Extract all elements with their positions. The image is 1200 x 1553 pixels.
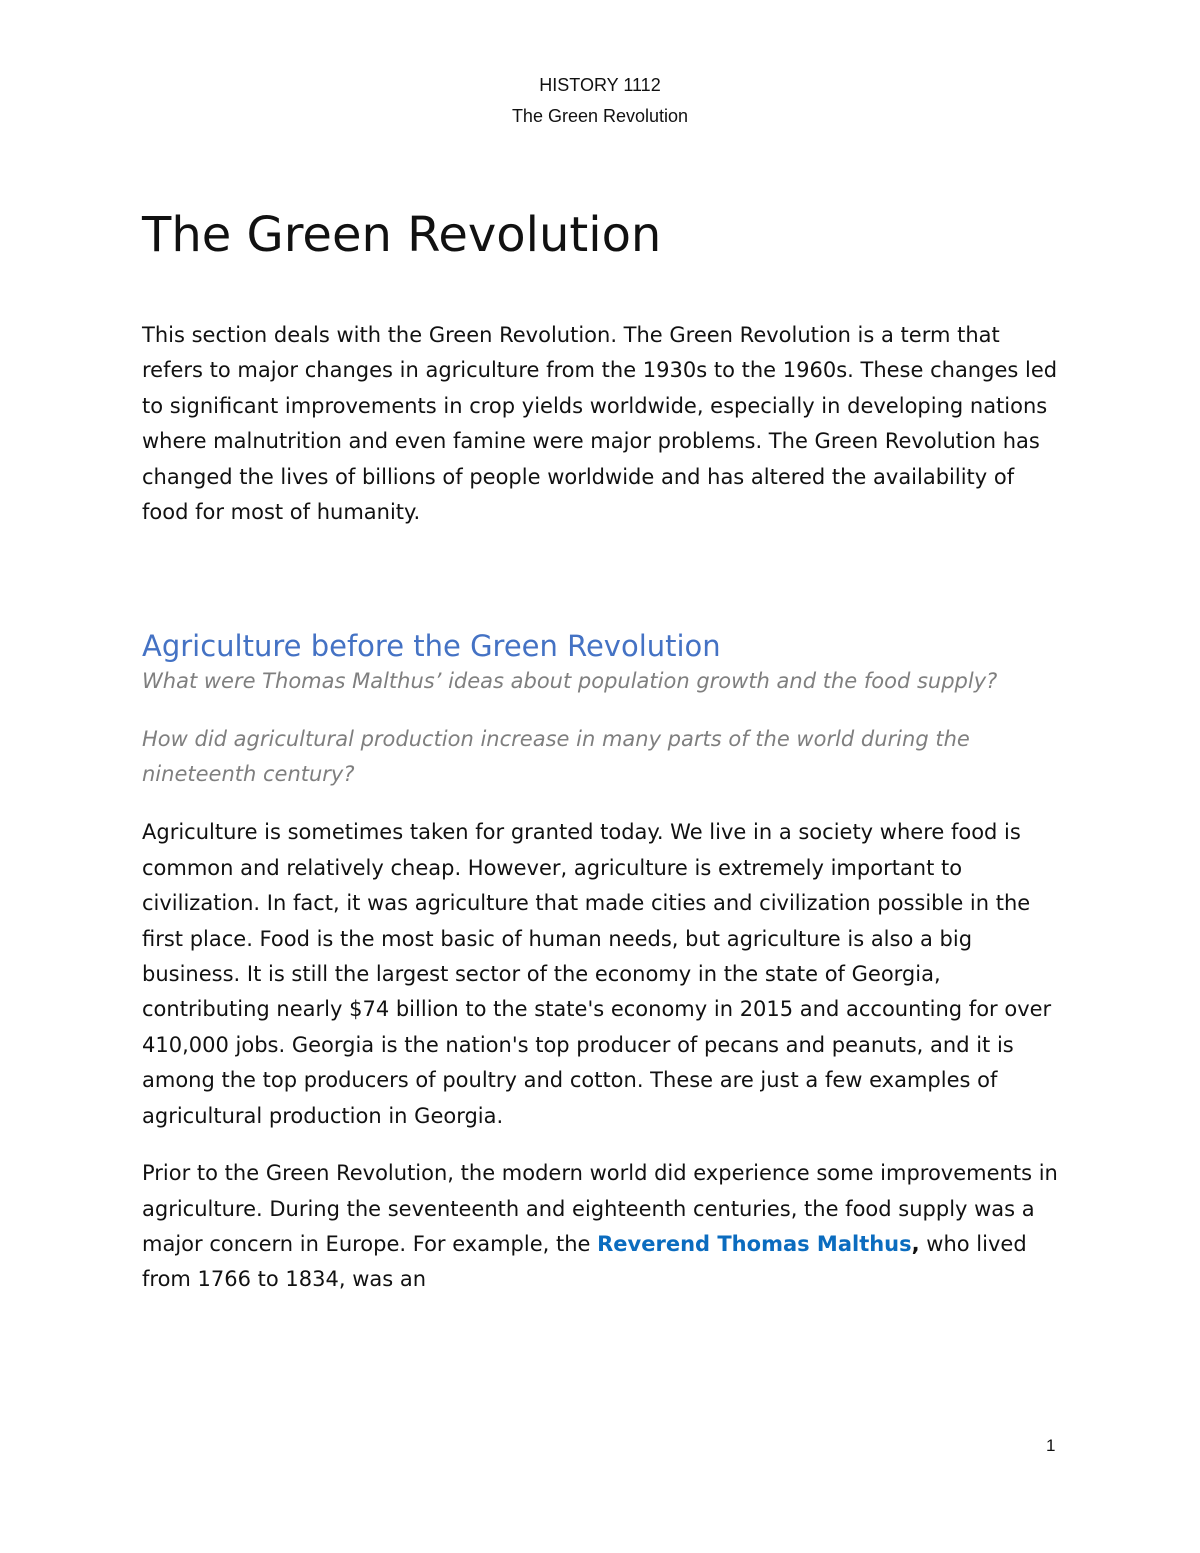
guiding-question-1: What were Thomas Malthus’ ideas about population growth and the food supply? [142, 669, 998, 694]
malthus-link[interactable]: Reverend Thomas Malthus [597, 1231, 912, 1256]
page-header [0, 70, 1200, 132]
paragraph-2-comma: , [911, 1231, 920, 1256]
header-course: HISTORY 1112 [539, 75, 661, 95]
body-paragraph-1: Agriculture is sometimes taken for granted today. We live in a society where food is common and relatively cheap. However, agriculture is extremely important to civilization. In fact, it was agriculture that made cities and civilization possible in the first place. Food is the most basic of human needs, but agriculture is also a big business. It is still the largest sector of the economy in the state of Georgia, contributing nearly $74 billion to the state's economy in 2015 and accounting for over 410,000 jobs. Georgia is the nation's top producer of pecans and peanuts, and it is among the top producers of poultry and cotton. These are just a few examples of agricultural production in Georgia. [142, 820, 1052, 1128]
guiding-question-2: How did agricultural production increase in many parts of the world during the nineteenth century? [142, 727, 970, 787]
paragraph-2-text-start: Prior to the Green Revolution, the modern world did experience some improvements in agriculture. During the seventeenth and eighteenth centuries, the food supply was a major concern in Europe. For example, the [142, 1161, 1058, 1256]
header-running-title: The Green Revolution [511, 106, 689, 126]
document-body [142, 200, 1062, 1320]
page-number: 1 [1046, 1436, 1056, 1455]
intro-paragraph: This section deals with the Green Revolution. The Green Revolution is a term that refers to major changes in agriculture from the 1930s to the 1960s. These changes led to significant improvements in crop yields worldwide, especially in developing nations where malnutrition and even famine were major problems. The Green Revolution has changed the lives of billions of people worldwide and has altered the availability of food for most of humanity. [142, 323, 1058, 525]
section-heading: Agriculture before the Green Revolution [142, 629, 721, 664]
body-paragraph-2 [142, 1156, 1062, 1298]
paragraph-2-text-end: who lived from 1766 to 1834, was an [142, 1231, 1027, 1292]
document-title: The Green Revolution [142, 207, 662, 263]
